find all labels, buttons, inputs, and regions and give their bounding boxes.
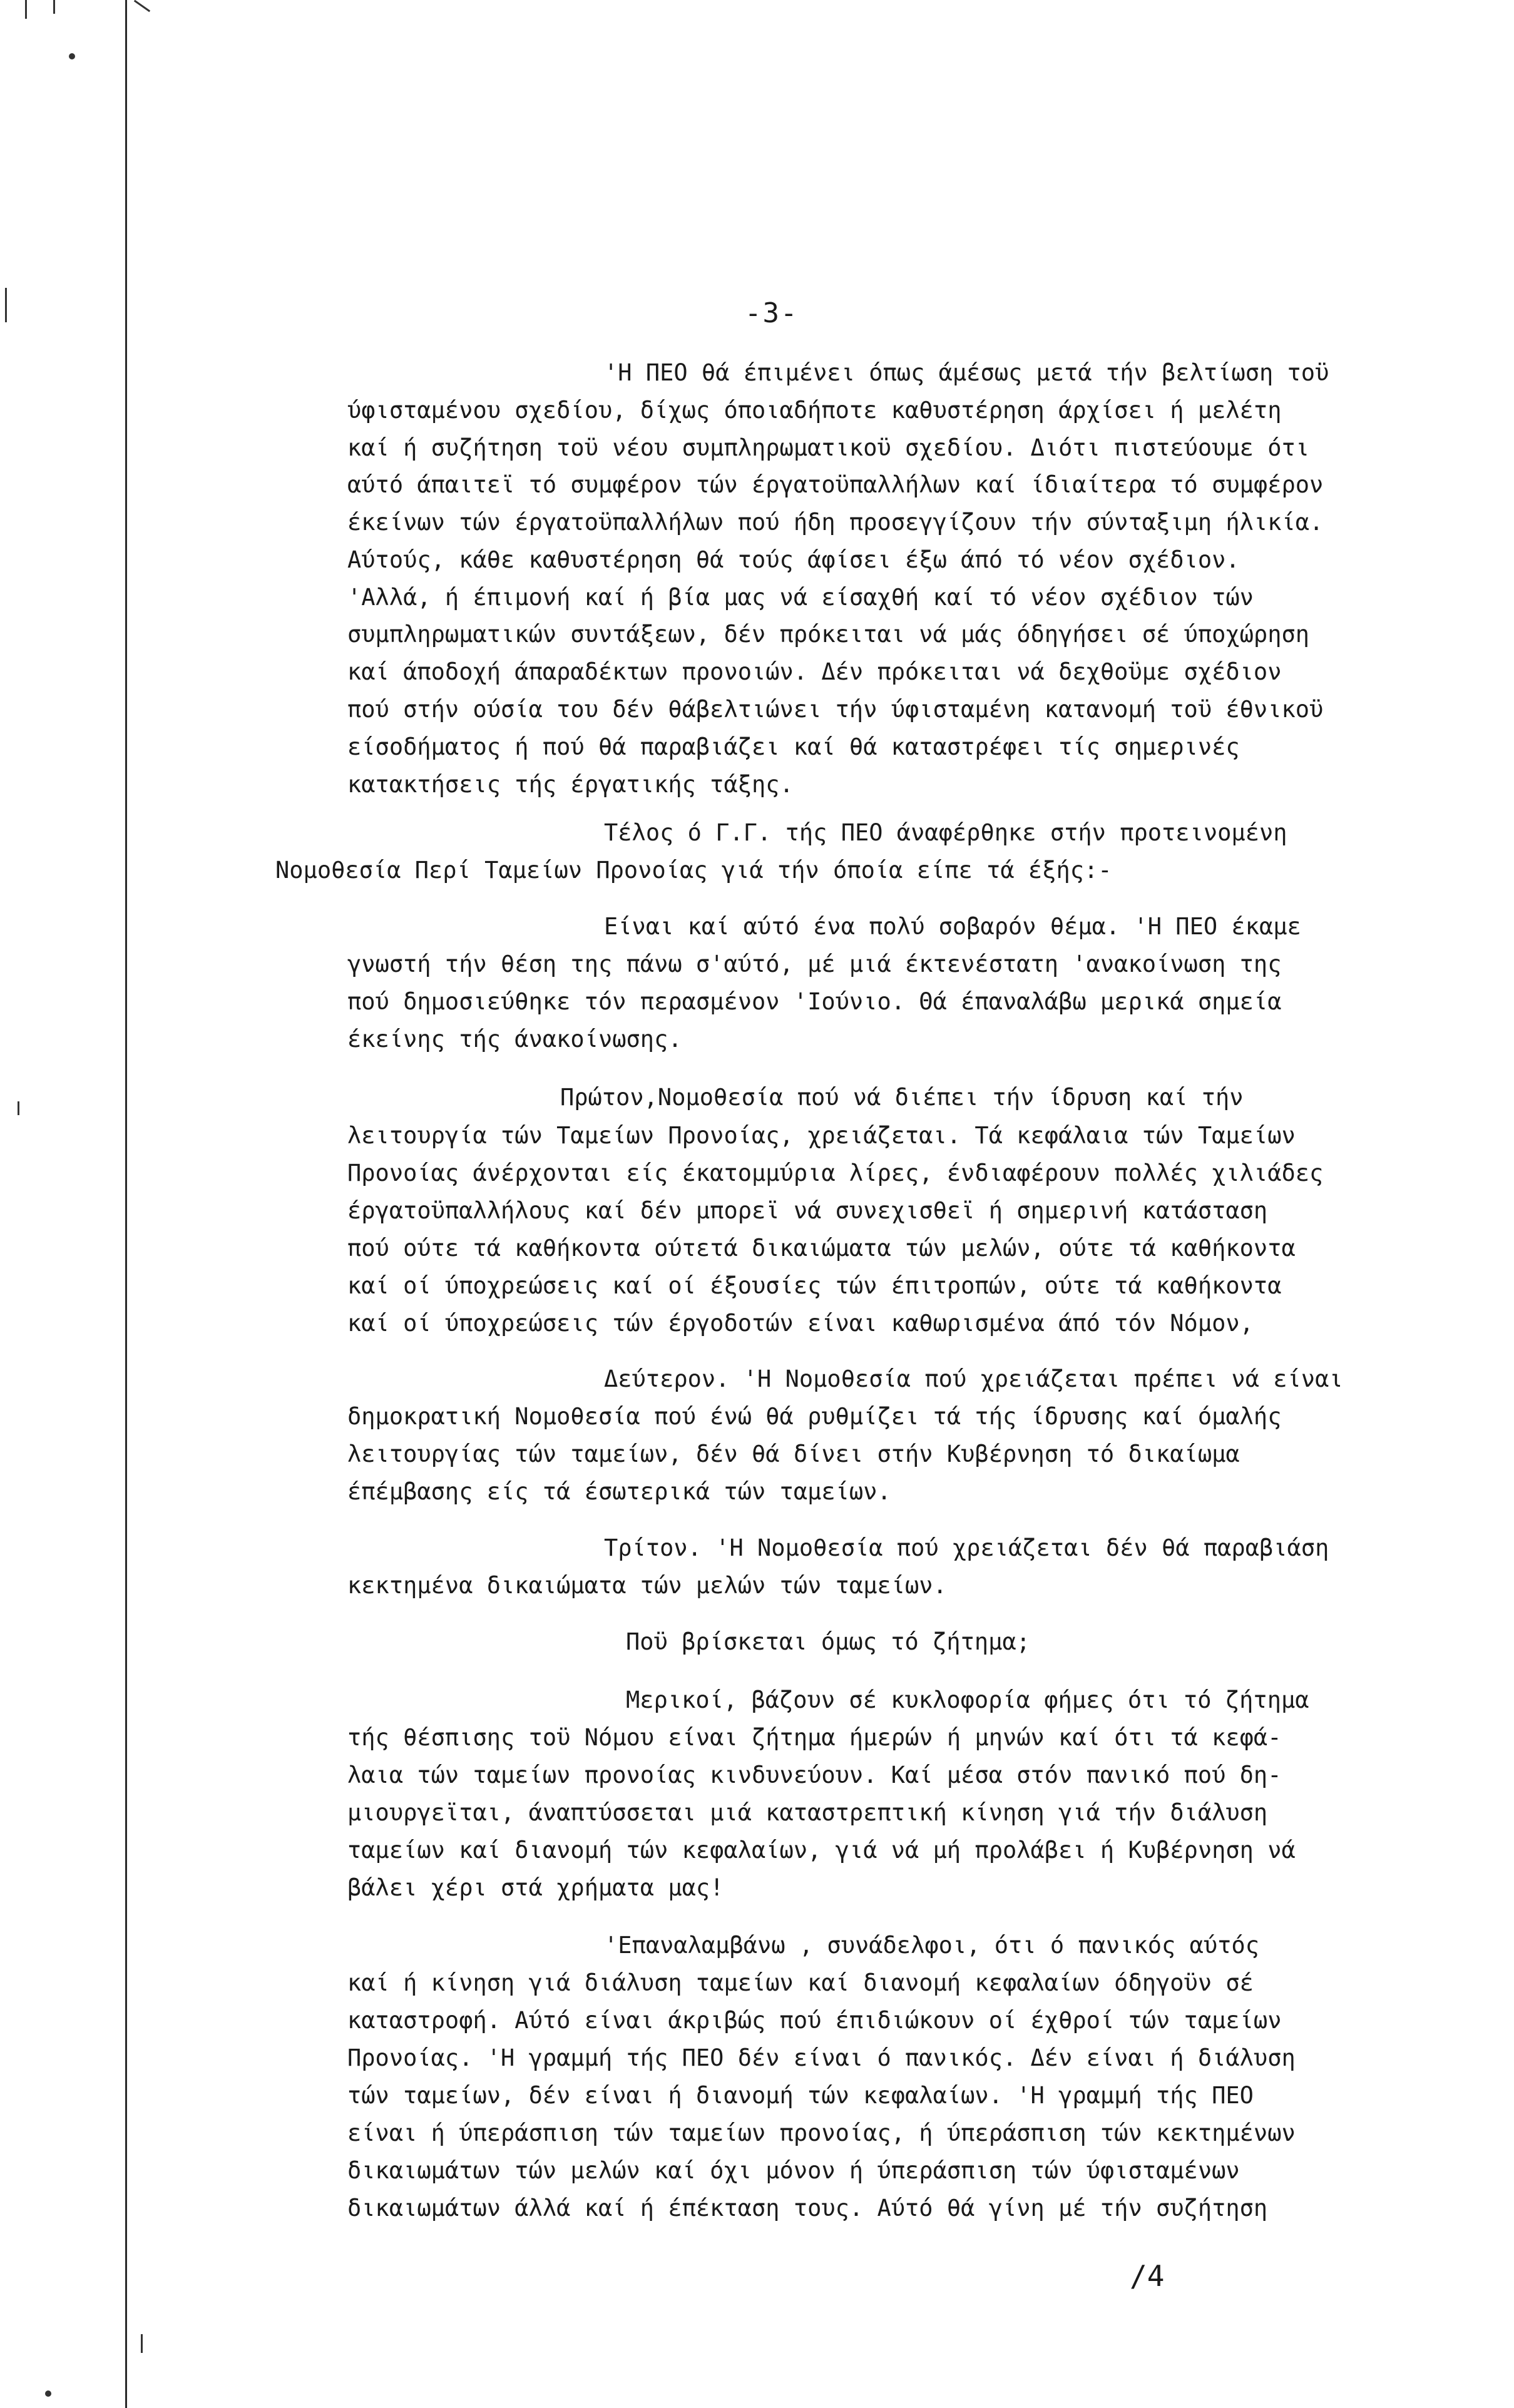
text-line: τής θέσπισης τοϋ Νόμου είναι ζήτημα ήμερών ή μηνών καί ότι τά κεφά- [347,1724,1282,1751]
text-line: πού στήν ούσία του δέν θάβελτιώνει τήν ύφισταμένη κατανομή τοϋ έθνικοϋ [347,696,1324,723]
continuation-page-marker: /4 [1130,2259,1165,2293]
text-line: 'Αλλά, ή έπιμονή καί ή βία μας νά είσαχθή καί τό νέον σχέδιον τών [347,584,1254,611]
text-line: πού δημοσιεύθηκε τόν περασμένον 'Ιούνιο. Θά έπαναλάβω μερικά σημεία [347,988,1282,1015]
text-line: Τρίτον. 'Η Νομοθεσία πού χρειάζεται δέν θά παραβιάση [604,1534,1329,1561]
text-line: καταστροφή. Αύτό είναι άκριβώς πού έπιδιώκουν οί έχθροί τών ταμείων [347,2007,1282,2034]
text-line: λειτουργία τών Ταμείων Προνοίας, χρειάζεται. Τά κεφάλαια τών Ταμείων [347,1122,1296,1149]
punch-dot [69,53,75,59]
text-line: Τέλος ό Γ.Γ. τής ΠΕΟ άναφέρθηκε στήν προτεινομένη [604,819,1287,846]
binding-mark [25,0,27,19]
text-line: ταμείων καί διανομή τών κεφαλαίων, γιά νά μή προλάβει ή Κυβέρνηση νά [347,1837,1296,1864]
text-line: 'Επαναλαμβάνω , συνάδελφοι, ότι ό πανικός αύτός [604,1932,1259,1959]
text-line: λειτουργίας τών ταμείων, δέν θά δίνει στήν Κυβέρνηση τό δικαίωμα [347,1441,1240,1467]
page-number: -3- [745,297,799,329]
text-line: 'Η ΠΕΟ θά έπιμένει όπως άμέσως μετά τήν βελτίωση τοϋ [604,359,1329,386]
text-line: Προνοίας άνέρχονται είς έκατομμύρια λίρες, ένδιαφέρουν πολλές χιλιάδες [347,1160,1324,1186]
left-margin-rule [125,0,127,2408]
text-line: Προνοίας. 'Η γραμμή τής ΠΕΟ δέν είναι ό πανικός. Δέν είναι ή διάλυση [347,2044,1296,2071]
text-line: Νομοθεσία Περί Ταμείων Προνοίας γιά τήν όποία είπε τά έξής:- [275,857,1112,884]
binding-mark [53,0,55,14]
text-line: ύφισταμένου σχεδίου, δίχως όποιαδήποτε καθυστέρηση άρχίσει ή μελέτη [347,397,1282,424]
text-line: δικαιωμάτων άλλά καί ή έπέκταση τους. Αύτό θά γίνη μέ τήν συζήτηση [347,2195,1268,2222]
margin-tick [18,1101,19,1115]
text-line: Αύτούς, κάθε καθυστέρηση θά τούς άφίσει έξω άπό τό νέον σχέδιον. [347,546,1240,573]
text-line: μιουργεϊται, άναπτύσσεται μιά καταστρεπτική κίνηση γιά τήν διάλυση [347,1799,1268,1826]
text-line: έκείνης τής άνακοίνωσης. [347,1026,682,1053]
text-line: Δεύτερον. 'Η Νομοθεσία πού χρειάζεται πρέπει νά είναι [604,1365,1343,1392]
text-line: κεκτημένα δικαιώματα τών μελών τών ταμείων. [347,1572,947,1599]
text-line: λαια τών ταμείων προνοίας κινδυνεύουν. Καί μέσα στόν πανικό πού δη- [347,1762,1282,1788]
text-line: βάλει χέρι στά χρήματα μας! [347,1874,724,1901]
text-line: δικαιωμάτων τών μελών καί όχι μόνον ή ύπεράσπιση τών ύφισταμένων [347,2157,1240,2184]
text-line: δημοκρατική Νομοθεσία πού ένώ θά ρυθμίζει τά τής ίδρυσης καί όμαλής [347,1403,1282,1430]
text-line: γνωστή τήν θέση της πάνω σ'αύτό, μέ μιά έκτενέστατη 'ανακοίνωση της [347,951,1282,977]
text-line: Ποϋ βρίσκεται όμως τό ζήτημα; [626,1628,1031,1655]
text-line: καί ή κίνηση γιά διάλυση ταμείων καί διανομή κεφαλαίων όδηγοϋν σέ [347,1969,1254,1996]
margin-tick [141,2334,143,2353]
text-line: είσοδήματος ή πού θά παραβιάζει καί θά καταστρέφει τίς σημερινές [347,733,1240,760]
text-line: έργατοϋπαλλήλους καί δέν μπορεϊ νά συνεχισθεϊ ή σημερινή κατάσταση [347,1197,1268,1224]
text-line: έπέμβασης είς τά έσωτερικά τών ταμείων. [347,1478,891,1505]
text-line: είναι ή ύπεράσπιση τών ταμείων προνοίας, ή ύπεράσπιση τών κεκτημένων [347,2120,1296,2146]
text-line: Πρώτον,Νομοθεσία πού νά διέπει τήν ίδρυση καί τήν [560,1084,1244,1111]
margin-tick [5,288,7,322]
corner-mark [134,0,150,12]
text-line: πού ούτε τά καθήκοντα ούτετά δικαιώματα τών μελών, ούτε τά καθήκοντα [347,1235,1296,1262]
text-line: κατακτήσεις τής έργατικής τάξης. [347,771,794,798]
text-line: καί άποδοχή άπαραδέκτων προνοιών. Δέν πρόκειται νά δεχθοϋμε σχέδιον [347,658,1282,685]
text-line: αύτό άπαιτεϊ τό συμφέρον τών έργατοϋπαλλήλων καί ίδιαίτερα τό συμφέρον [347,471,1324,498]
text-line: συμπληρωματικών συντάξεων, δέν πρόκειται νά μάς όδηγήσει σέ ύποχώρηση [347,621,1310,648]
text-line: Μερικοί, βάζουν σέ κυκλοφορία φήμες ότι τό ζήτημα [626,1686,1309,1713]
punch-dot [45,2390,51,2397]
text-line: καί ή συζήτηση τοϋ νέου συμπληρωματικοϋ σχεδίου. Διότι πιστεύουμε ότι [347,434,1310,461]
text-line: καί οί ύποχρεώσεις τών έργοδοτών είναι καθωρισμένα άπό τόν Νόμον, [347,1310,1254,1337]
text-line: τών ταμείων, δέν είναι ή διανομή τών κεφαλαίων. 'Η γραμμή τής ΠΕΟ [347,2082,1254,2109]
text-line: Είναι καί αύτό ένα πολύ σοβαρόν θέμα. 'Η ΠΕΟ έκαμε [604,913,1301,940]
text-line: έκείνων τών έργατοϋπαλλήλων πού ήδη προσεγγίζουν τήν σύνταξιμη ήλικία. [347,509,1324,536]
text-line: καί οί ύποχρεώσεις καί οί έξουσίες τών έπιτροπών, ούτε τά καθήκοντα [347,1272,1282,1299]
